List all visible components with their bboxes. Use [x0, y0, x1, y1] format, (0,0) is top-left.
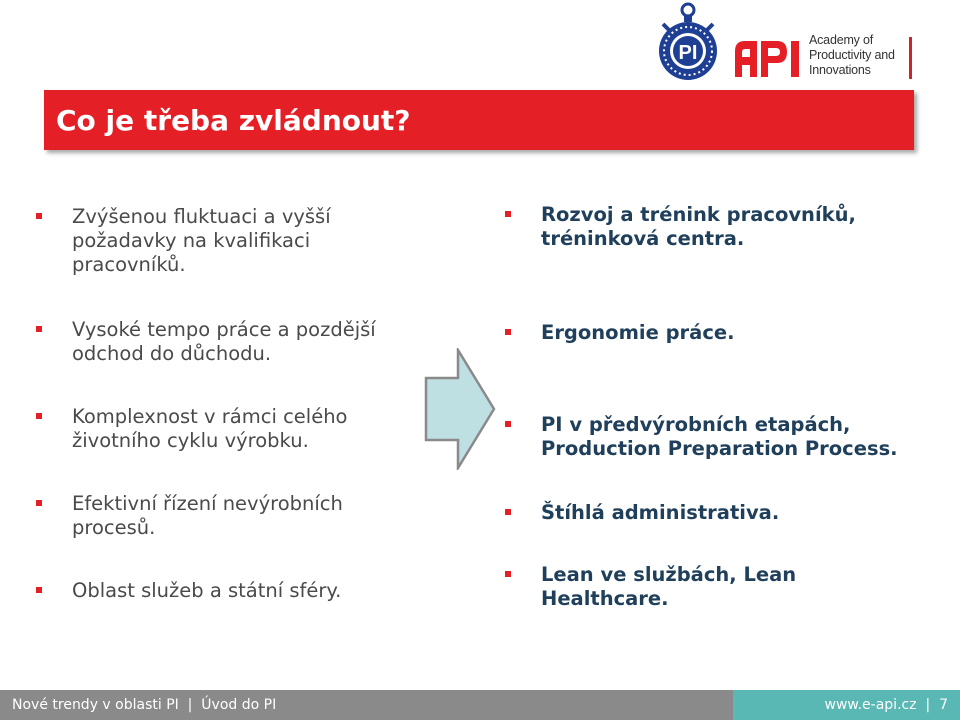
slide-title: Co je třeba zvládnout?	[56, 104, 411, 137]
footer-left-text: Nové trendy v oblasti PI | Úvod do PI	[12, 697, 277, 713]
api-mark-icon	[733, 37, 805, 81]
right-item-text: PI v předvýrobních etapách, Production Preparation Process.	[541, 413, 898, 460]
footer-right-block	[733, 690, 960, 720]
right-item-text: Ergonomie práce.	[541, 321, 735, 344]
bullet-icon	[505, 211, 511, 217]
bullet-icon	[505, 509, 511, 515]
api-logo-text	[809, 33, 895, 78]
stopwatch-logo-text: PI	[678, 42, 698, 64]
right-item-text: Rozvoj a trénink pracovníků, tréninková centra.	[541, 203, 856, 250]
footer-bar	[0, 690, 960, 720]
bullet-icon	[36, 326, 42, 332]
left-item-text: Zvýšenou fluktuaci a vyšší požadavky na kvalifikaci pracovníků.	[72, 205, 331, 276]
api-logo-line: Academy of	[809, 33, 874, 47]
bullet-icon	[36, 500, 42, 506]
left-item-text: Oblast služeb a státní sféry.	[72, 579, 342, 602]
api-logo-line: Productivity and	[809, 48, 895, 62]
stopwatch-logo	[655, 2, 721, 82]
bullet-icon	[36, 413, 42, 419]
left-item-text: Efektivní řízení nevýrobních procesů.	[72, 492, 343, 539]
bullet-icon	[36, 213, 42, 219]
right-arrow-icon	[424, 348, 496, 470]
right-item-text: Lean ve službách, Lean Healthcare.	[541, 563, 797, 610]
left-item-text: Komplexnost v rámci celého životního cyklu výrobku.	[72, 405, 348, 452]
bullet-icon	[505, 329, 511, 335]
left-item-text: Vysoké tempo práce a pozdější odchod do důchodu.	[72, 318, 376, 365]
logo-divider	[909, 37, 912, 79]
bullet-icon	[505, 421, 511, 427]
bullet-icon	[505, 571, 511, 577]
title-bar	[44, 90, 914, 150]
api-logo-line: Innovations	[809, 63, 871, 77]
right-item-text: Štíhlá administrativa.	[541, 501, 780, 524]
footer-right-text: www.e-api.cz | 7	[824, 697, 948, 713]
bullet-icon	[36, 587, 42, 593]
api-logo	[733, 33, 913, 83]
